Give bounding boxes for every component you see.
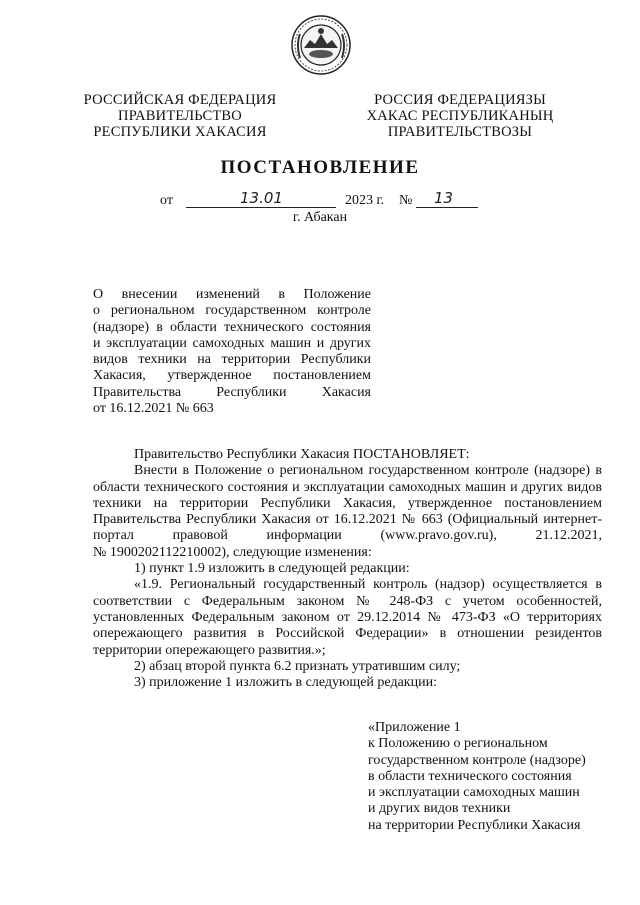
appendix-line: «Приложение 1 [368,720,461,735]
header-left-line: ПРАВИТЕЛЬСТВО [118,108,242,124]
date-prefix: от [160,193,173,208]
decree-statement: Правительство Республики Хакасия ПОСТАНОВЛЯЕТ: [134,447,470,462]
coat-of-arms-icon [290,14,352,76]
document-title: ПОСТАНОВЛЕНИЕ [220,157,420,178]
subject-line: видов техники на территории Республики [93,352,371,368]
date-line [160,189,500,211]
handwritten-number: 13 [434,189,454,207]
subject-line: (надзоре) в области технического состояния [93,319,371,335]
body-paragraph: № 1900202112210002), следующие изменения: [93,544,372,560]
subject-line: о региональном государственном контроле [93,303,371,319]
header-right-line: РОССИЯ ФЕДЕРАЦИЯЗЫ [374,92,546,108]
amendment-item: 2) абзац второй пункта 6.2 признать утратившим силу; [134,658,461,674]
appendix-line: и других видов техники [368,801,511,817]
quoted-text: «1.9. Региональный государственный контроль (надзор) осуществляется в соответствии с Федеральным законом № 248-ФЗ с учетом особенностей, установленных Федеральным законом от 29.12.2014 № 473-ФЗ «О территориях опережающего развития в Российской Федерации» в отношении резидентов территории опережающего развития.»; [93,577,602,658]
document-body [93,447,602,691]
header-left-line: РЕСПУБЛИКИ ХАКАСИЯ [93,124,267,140]
header-left [70,92,290,140]
appendix-line: на территории Республики Хакасия [368,817,581,833]
header-left-line: РОССИЙСКАЯ ФЕДЕРАЦИЯ [83,92,277,108]
amendment-item: 1) пункт 1.9 изложить в следующей редакции: [134,561,410,577]
document-subject [93,287,371,417]
body-paragraph: Внести в Положение о региональном государственном контроле (надзоре) в области технического состояния и эксплуатации самоходных машин и других видов техники на территории Республики Хакасия, утвержденное постановлением Правительства Республики Хакасия от 16.12.2021 № 663 (Официальный интернет-портал правовой информации (www.pravo.gov.ru), 21.12.2021, [93,463,602,544]
subject-line: Правительства Республики Хакасия [93,384,371,400]
header-right-line: ХАКАС РЕСПУБЛИКАНЫҢ [366,108,554,124]
appendix-line: и эксплуатации самоходных машин [368,785,580,801]
subject-line: от 16.12.2021 № 663 [93,401,214,417]
appendix-line: в области технического состояния [368,768,572,784]
subject-line: и эксплуатации самоходных машин и других [93,335,371,351]
appendix-line: государственном контроле (надзоре) [368,752,586,768]
subject-line: Хакасия, утвержденное постановлением [93,368,371,384]
subject-line: О внесении изменений в Положение [93,287,371,302]
appendix-header [368,720,608,834]
city: г. Абакан [292,210,348,225]
amendment-item: 3) приложение 1 изложить в следующей редакции: [134,675,437,691]
appendix-line: к Положению о региональном [368,736,548,752]
handwritten-date: 13.01 [240,189,283,207]
header-right [350,92,570,140]
number-sign: № [399,193,413,208]
header-right-line: ПРАВИТЕЛЬСТВОЗЫ [387,124,533,140]
date-year: 2023 г. [345,193,385,208]
